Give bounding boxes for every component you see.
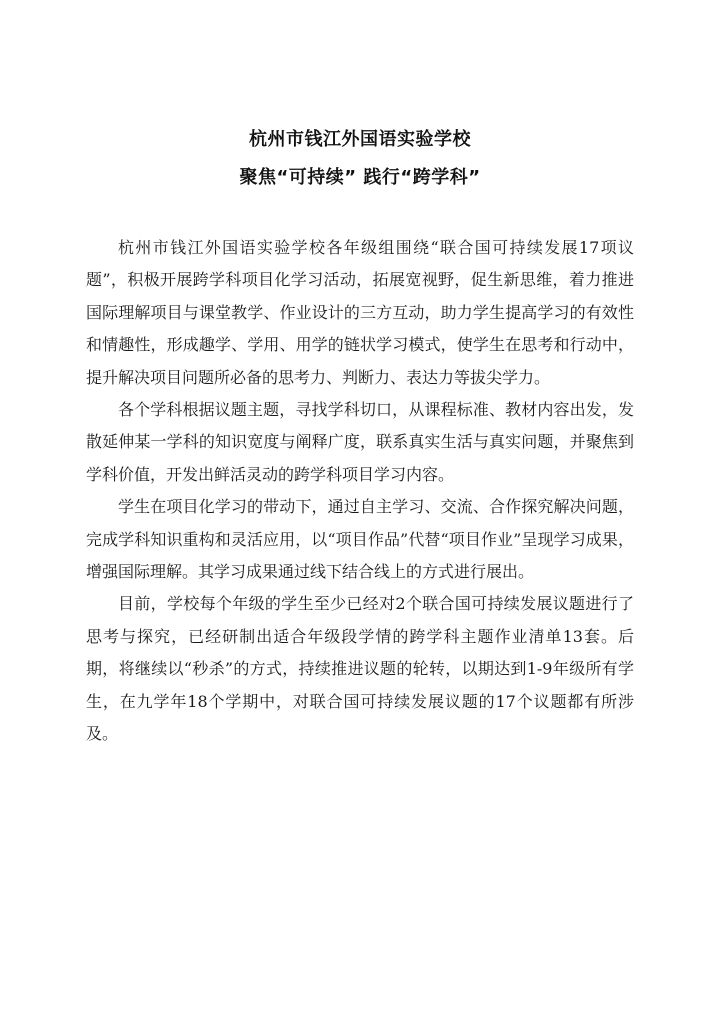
paragraph-subjects: 各个学科根据议题主题，寻找学科切口，从课程标准、教材内容出发，发散延伸某一学科的知识宽度与阐释广度，联系真实生活与真实问题，并聚焦到学科价值，开发出鲜活灵动的跨学科项目学习内容。 [86, 400, 634, 484]
document-title-school: 杭州市钱江外国语实验学校 [249, 129, 471, 150]
paragraph-progress: 目前，学校每个年级的学生至少已经对2个联合国可持续发展议题进行了思考与探究，已经研制出适合年级段学情的跨学科主题作业清单13套。后期，将继续以“秒杀”的方式，持续推进议题的轮转，以期达到1-9年级所有学生，在九学年18个学期中，对联合国可持续发展议题的17个议题都有所涉及。 [86, 594, 634, 744]
document-body [86, 232, 634, 751]
paragraph-students: 学生在项目化学习的带动下，通过自主学习、交流、合作探究解决问题，完成学科知识重构和灵活应用，以“项目作品”代替“项目作业”呈现学习成果，增强国际理解。其学习成果通过线下结合线上的方式进行展出。 [86, 497, 634, 582]
document-title-theme: 聚焦“可持续” 践行“跨学科” [239, 167, 481, 188]
paragraph-intro: 杭州市钱江外国语实验学校各年级组围绕“联合国可持续发展17项议题”，积极开展跨学科项目化学习活动，拓展宽视野，促生新思维，着力推进国际理解项目与课堂教学、作业设计的三方互动，助力学生提高学习的有效性和情趣性，形成趣学、学用、用学的链状学习模式，使学生在思考和行动中，提升解决项目问题所必备的思考力、判断力、表达力等拔尖学力。 [86, 238, 634, 387]
